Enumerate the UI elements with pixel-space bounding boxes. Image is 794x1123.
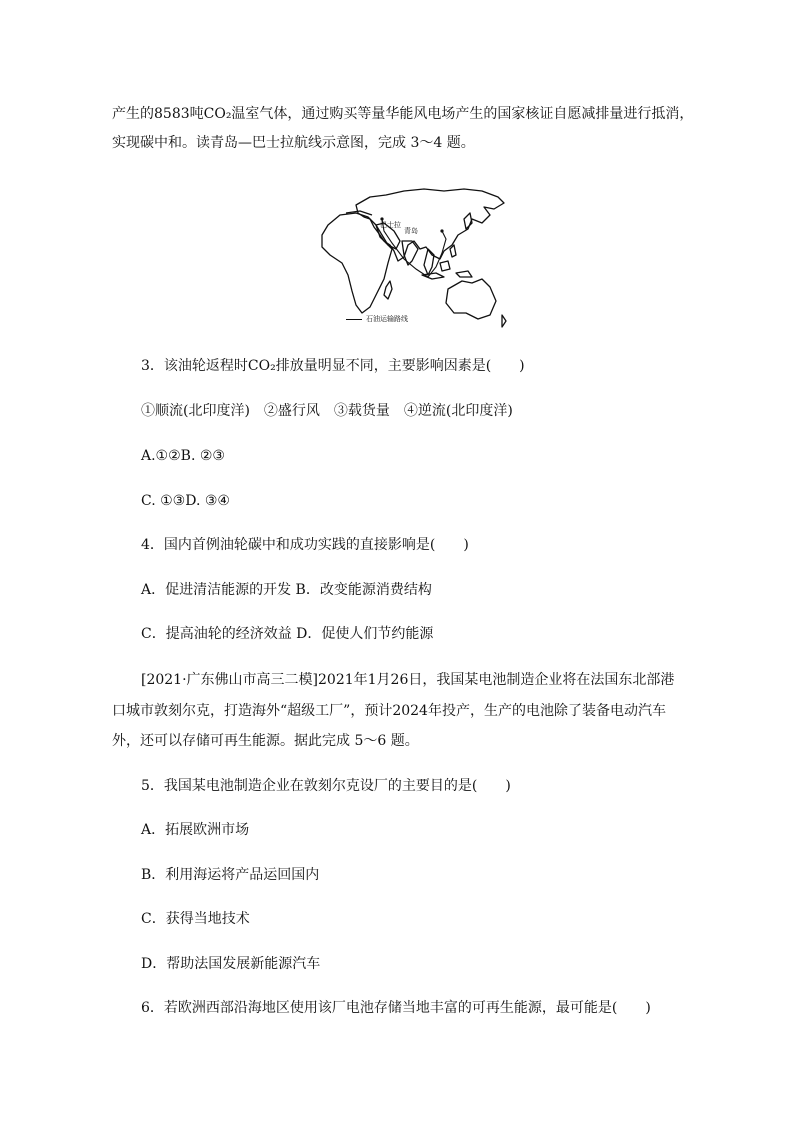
new-guinea-outline <box>456 271 472 277</box>
label-qingdao: 青岛 <box>404 227 418 235</box>
q6-stem: 6．若欧洲西部沿海地区使用该厂电池存储当地丰富的可再生能源，最可能是( ) <box>141 1000 651 1016</box>
q4-stem: 4．国内首例油轮碳中和成功实践的直接影响是( ) <box>141 537 469 553</box>
indonesia-outline <box>422 273 444 279</box>
q4-options-ab: A．促进清洁能源的开发 B．改变能源消费结构 <box>141 582 432 598</box>
route-legend-line <box>346 319 362 320</box>
india-outline <box>402 241 418 265</box>
borneo-outline <box>440 261 450 271</box>
passage2-line-3: 外，还可以存储可再生能源。据此完成 5～6 题。 <box>112 733 419 749</box>
q4-options-cd: C．提高油轮的经济效益 D．促使人们节约能源 <box>141 626 434 642</box>
label-basra: 巴士拉 <box>380 221 401 229</box>
madagascar-outline <box>384 281 392 299</box>
intro-line-1: 产生的8583吨CO₂温室气体，通过购买等量华能风电场产生的国家核证自愿减排量进行抵消， <box>112 106 694 122</box>
q5-stem: 5．我国某电池制造企业在敦刻尔克设厂的主要目的是( ) <box>141 778 511 794</box>
route-legend-label: 石油运输路线 <box>366 315 408 323</box>
route-map <box>312 183 508 329</box>
passage2-line-2: 口城市敦刻尔克，打造海外“超级工厂”，预计2024年投产，生产的电池除了装备电动汽车 <box>112 703 666 719</box>
qingdao-marker <box>440 229 443 232</box>
q5-option-d: D．帮助法国发展新能源汽车 <box>141 956 321 972</box>
q5-option-c: C．获得当地技术 <box>141 911 250 927</box>
world-map-outline <box>312 183 508 329</box>
q3-stem: 3．该油轮返程时CO₂排放量明显不同，主要影响因素是( ) <box>141 358 525 374</box>
australia-outline <box>446 279 496 319</box>
passage2-line-1: [2021·广东佛山市高三二模]2021年1月26日，我国某电池制造企业将在法国东北部港 <box>141 672 675 688</box>
q3-items: ①顺流(北印度洋) ②盛行风 ③载货量 ④逆流(北印度洋) <box>141 403 513 419</box>
intro-line-2: 实现碳中和。读青岛—巴士拉航线示意图，完成 3～4 题。 <box>112 135 475 151</box>
q3-options-cd: C. ①③D. ③④ <box>141 493 230 509</box>
q3-options-ab: A.①②B. ②③ <box>141 448 225 464</box>
q5-option-b: B．利用海运将产品运回国内 <box>141 867 320 883</box>
new-zealand-outline <box>502 315 506 327</box>
philippines-outline <box>450 245 456 257</box>
q5-option-a: A．拓展欧洲市场 <box>141 822 250 838</box>
